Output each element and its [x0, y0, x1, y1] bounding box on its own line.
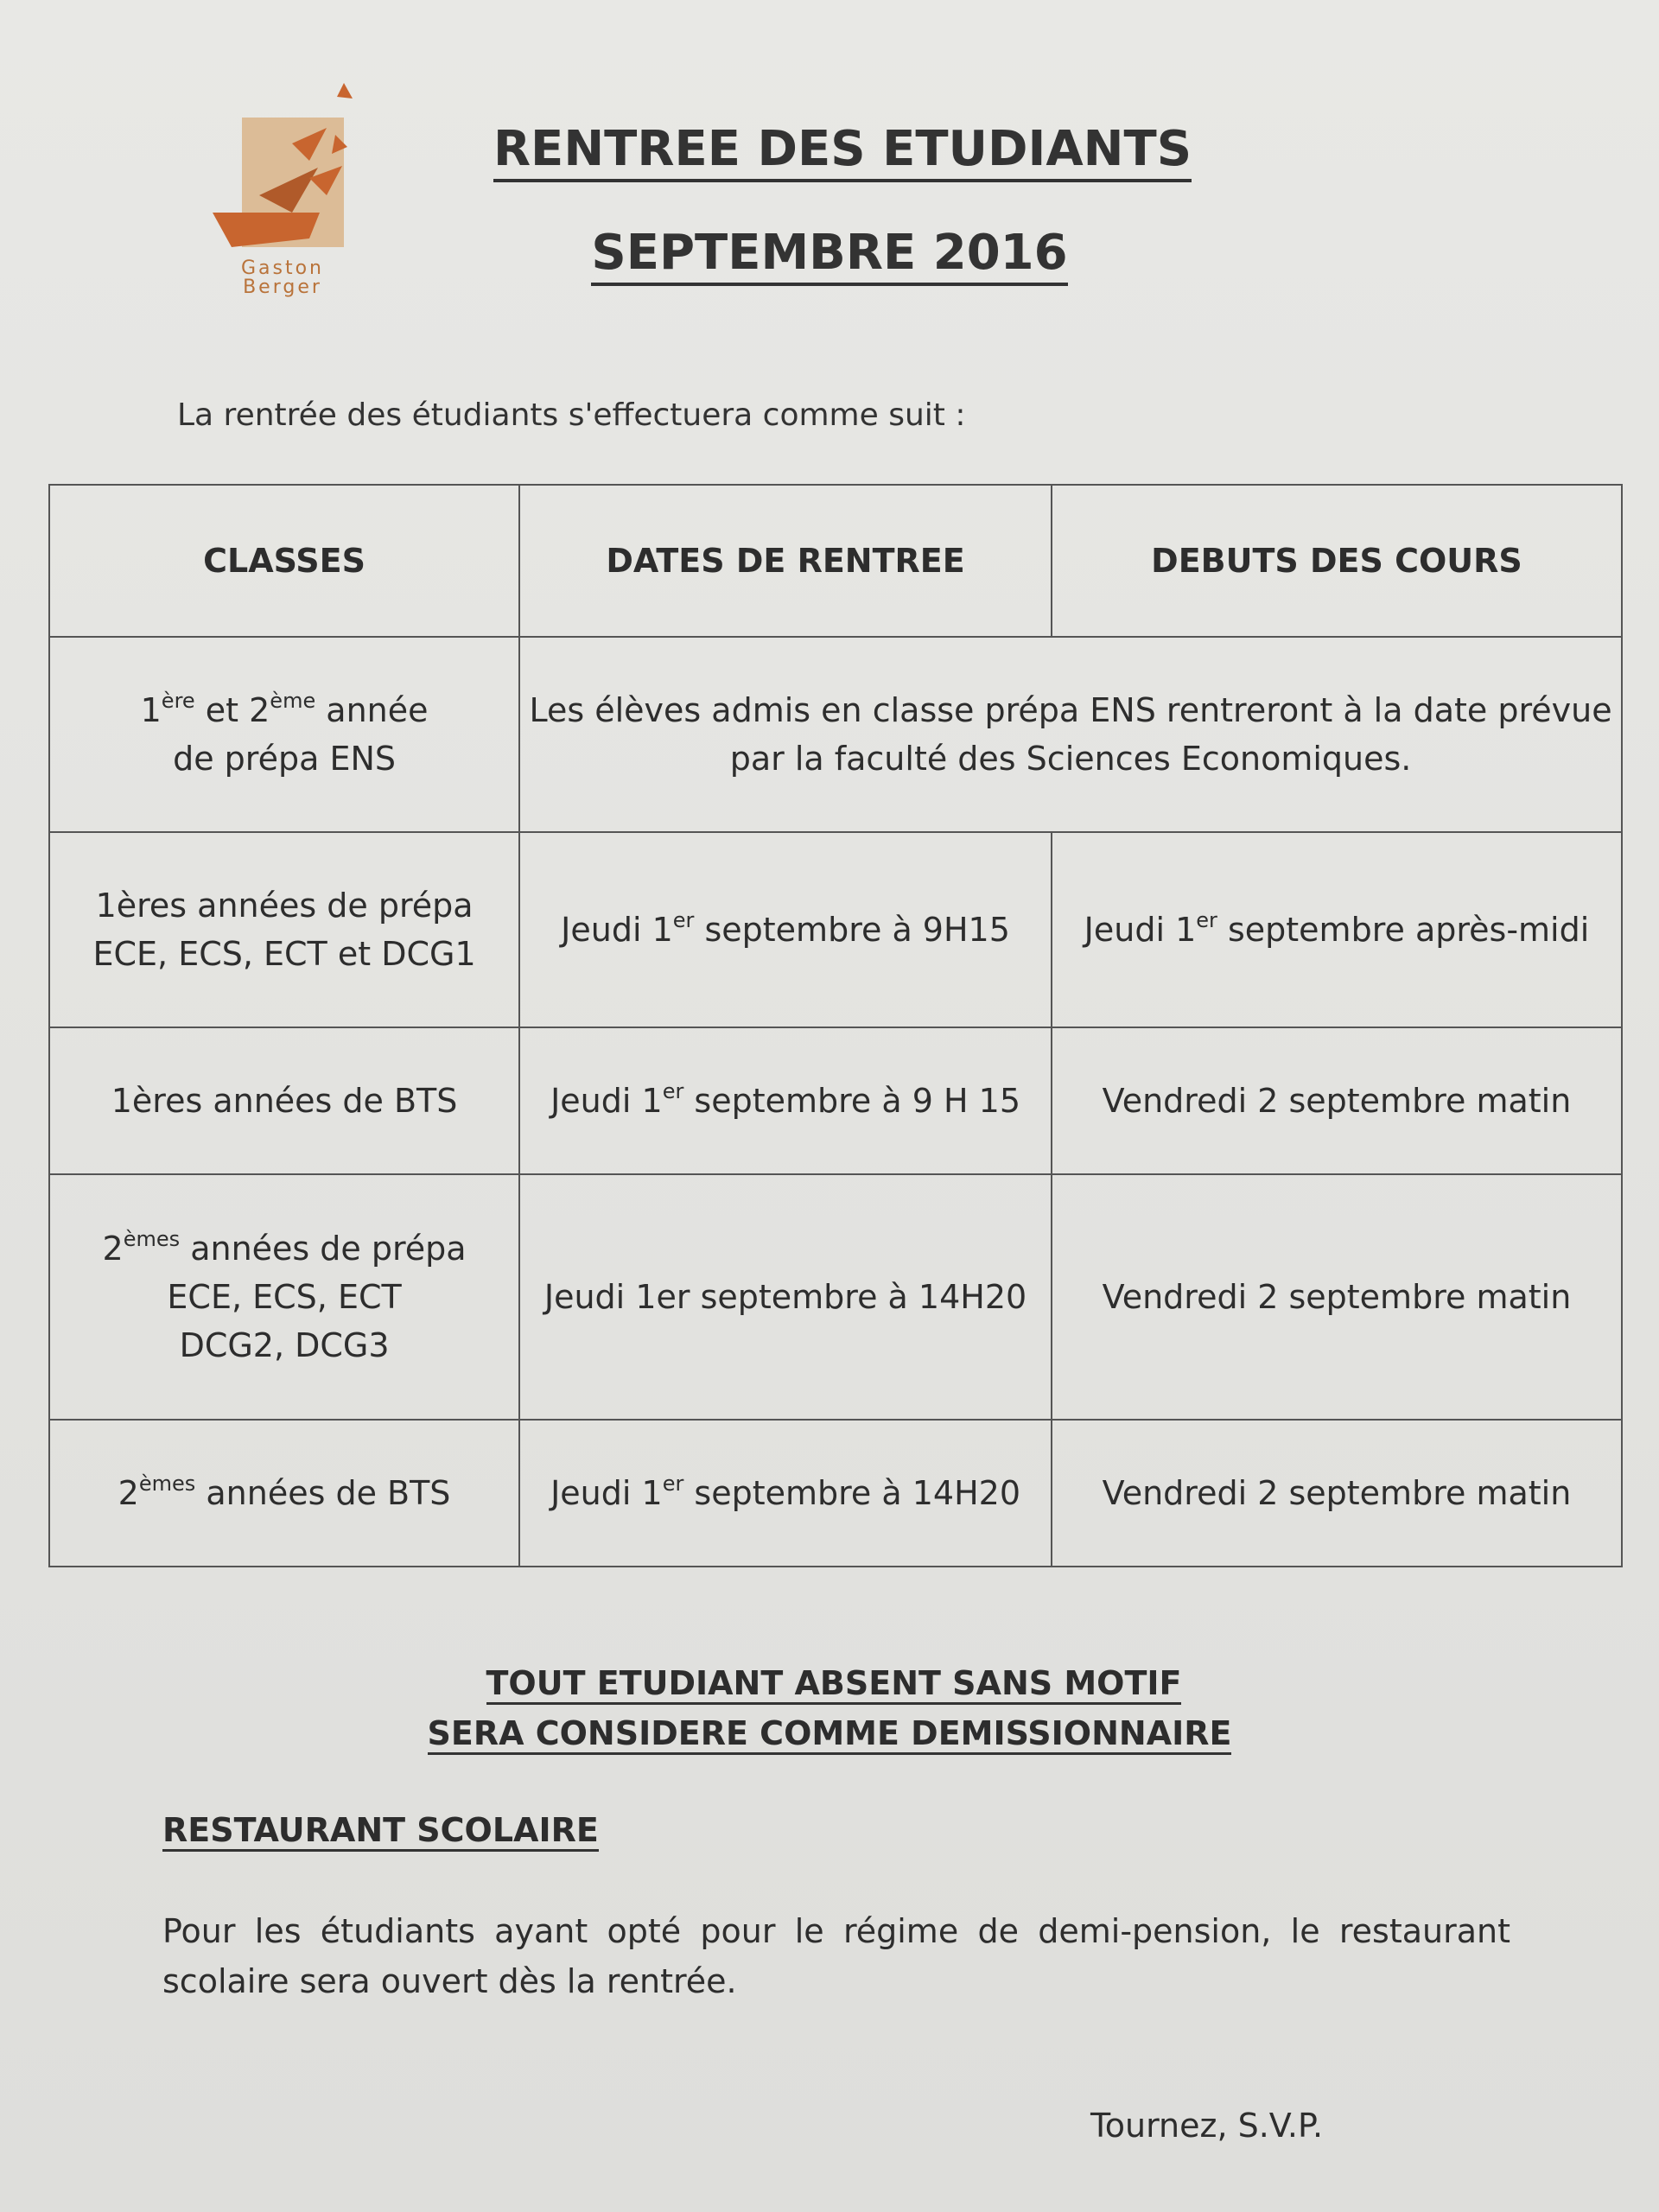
cell-date — [519, 1027, 1052, 1174]
absence-notice-line-1 — [0, 1659, 1659, 1707]
cell-date: Jeudi 1er septembre à 14H20 — [519, 1174, 1052, 1420]
page-title — [13, 121, 1659, 177]
date-text: septembre à 9H15 — [694, 911, 1010, 949]
date-text: septembre à 9 H 15 — [683, 1082, 1020, 1120]
date-sup: er — [672, 908, 695, 932]
title-line-2: SEPTEMBRE 2016 — [591, 225, 1067, 286]
header-classes: CLASSES — [49, 485, 519, 637]
restaurant-paragraph: Pour les étudiants ayant opté pour le régime de demi-pension, le restaurant scolaire sera ouvert dès la rentrée. — [162, 1912, 1510, 2000]
class-text: 2 — [118, 1474, 139, 1512]
date-sup: er — [662, 1079, 684, 1103]
notice-text: SERA CONSIDERE COMME DEMISSIONNAIRE — [428, 1714, 1232, 1755]
cell-start: Vendredi 2 septembre matin — [1052, 1420, 1622, 1567]
cell-date — [519, 832, 1052, 1027]
start-text: Jeudi 1 — [1084, 911, 1197, 949]
table-row — [49, 832, 1622, 1027]
notice-text: TOUT ETUDIANT ABSENT SANS MOTIF — [486, 1664, 1182, 1705]
logo-line-2: Berger — [243, 276, 322, 298]
date-sup: er — [662, 1471, 684, 1496]
cell-start: Vendredi 2 septembre matin — [1052, 1027, 1622, 1174]
intro-text: La rentrée des étudiants s'effectuera comme suit : — [177, 397, 966, 433]
restaurant-heading — [162, 1811, 599, 1849]
class-text: année — [315, 691, 429, 729]
header-starts: DEBUTS DES COURS — [1052, 485, 1622, 637]
class-sup: èmes — [123, 1227, 181, 1251]
cell-class — [49, 637, 519, 832]
class-sup: ère — [161, 689, 195, 713]
cell-class — [49, 1420, 519, 1567]
page-subtitle — [0, 225, 1659, 281]
class-text: années de BTS — [195, 1474, 451, 1512]
absence-notice-line-2 — [0, 1709, 1659, 1758]
cell-date — [519, 1420, 1052, 1567]
cell-class — [49, 832, 519, 1027]
table-row — [49, 1027, 1622, 1174]
class-text: de prépa ENS — [173, 740, 397, 778]
cell-class: 1ères années de BTS — [49, 1027, 519, 1174]
date-text: septembre à 14H20 — [683, 1474, 1021, 1512]
start-sup: er — [1196, 908, 1217, 932]
header-dates: DATES DE RENTREE — [519, 485, 1052, 637]
class-text: et 2 — [194, 691, 270, 729]
class-text: ECE, ECS, ECT et DCG1 — [92, 935, 476, 973]
class-text: DCG2, DCG3 — [179, 1326, 390, 1364]
schedule-table — [48, 484, 1623, 1567]
table-row — [49, 637, 1622, 832]
cell-merged-note — [519, 637, 1622, 832]
class-text: années de prépa — [180, 1230, 467, 1268]
table-row — [49, 1174, 1622, 1420]
class-sup: èmes — [138, 1471, 196, 1496]
class-sup: ème — [270, 689, 316, 713]
cell-start: Vendredi 2 septembre matin — [1052, 1174, 1622, 1420]
class-text: ECE, ECS, ECT — [167, 1278, 402, 1316]
date-text: Jeudi 1 — [550, 1474, 663, 1512]
title-line-1: RENTREE DES ETUDIANTS — [493, 121, 1192, 182]
class-text: 2 — [102, 1230, 124, 1268]
logo-line-1: Gaston — [240, 257, 325, 279]
class-text: 1 — [140, 691, 162, 729]
table-row — [49, 1420, 1622, 1567]
turn-over-note: Tournez, S.V.P. — [1090, 2107, 1324, 2145]
date-text: Jeudi 1 — [550, 1082, 663, 1120]
table-header-row — [49, 485, 1622, 637]
restaurant-heading-text: RESTAURANT SCOLAIRE — [162, 1811, 599, 1852]
date-text: Jeudi 1 — [561, 911, 673, 949]
note-line-2: par la faculté des Sciences Economiques. — [729, 740, 1412, 778]
start-text: septembre après-midi — [1217, 911, 1590, 949]
cell-start — [1052, 832, 1622, 1027]
class-text: 1ères années de prépa — [95, 887, 474, 925]
cell-class — [49, 1174, 519, 1420]
note-line-1: Les élèves admis en classe prépa ENS rentreront à la date prévue — [529, 691, 1612, 729]
